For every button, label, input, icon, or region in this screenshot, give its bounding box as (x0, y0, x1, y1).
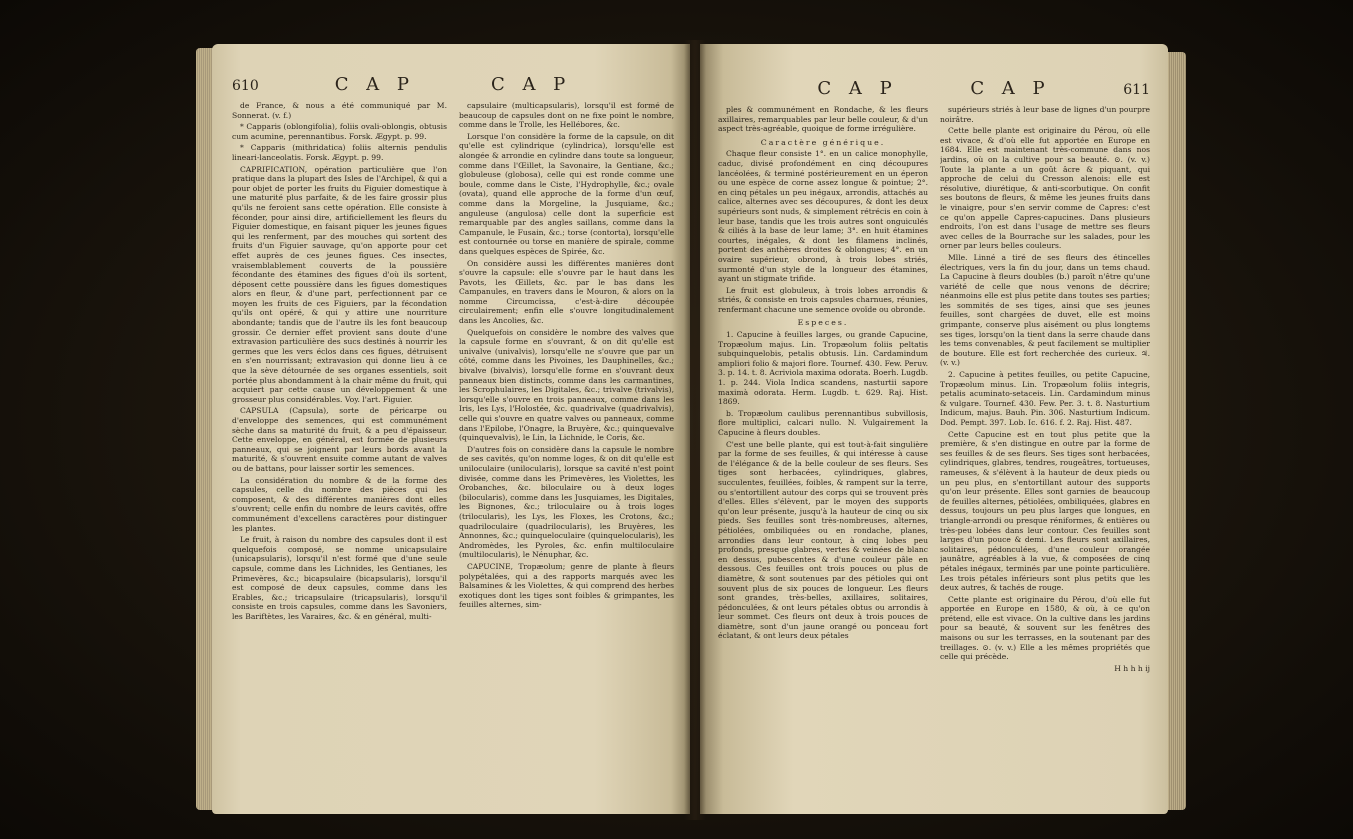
paragraph: Quelquefois on considère le nombre des valves que la capsule forme en s'ouvrant, & on dit qu'elle est univalve (univalvis), lorsqu'elle ne s'ouvre que par un côté, comme dans les Pivoines, les Dauphinelles, &c.; bivalve (bivalvis), lorsqu'elle forme en s'ouvrant deux panneaux bien distincts, comme dans les carmantines, les Scrophulaires, les Digitales, &c.; trivalve (trivalvis), lorsqu'elle s'ouvre en trois panneaux, comme dans les Iris, les Lys, l'Holostée, &c. quadrivalve (quadrivalvis), celle qui s'ouvre en quatre valves ou panneaux, comme dans l'Epilobe, l'Onagre, la Bruyère, &c.; quinquevalve (quinquevalvis), le Lin, la Lichnide, le Coris, &c. (459, 327, 674, 443)
book-gutter (684, 40, 706, 820)
paragraph: b. Tropæolum caulibus perennantibus subvillosis, flore multiplici, calcari nullo. N. Vulgairement la Capucine à fleurs doubles. (718, 408, 928, 437)
paragraph: CAPUCINE, Tropæolum; genre de plante à fleurs polypétalées, qui a des rapports marqués avec les Balsamines & les Violettes, & qui comprend des herbes exotiques dont les tiges sont foibles & grimpantes, les feuilles alternes, sim- (459, 561, 674, 610)
right-head-word-2: C A P (970, 78, 1051, 99)
paragraph: On considère aussi les différentes manières dont s'ouvre la capsule: elle s'ouvre par le haut dans les Pavots, les Œillets, &c. par le bas dans les Campanules, en travers dans le Mouron, & alors on la nomme Circumcissa, c'est-à-dire découpée circulairement; enfin elle s'ouvre longitudinalement dans les Ancolies, &c. (459, 258, 674, 326)
right-column-1 (718, 105, 928, 813)
right-page-number: 611 (1123, 82, 1150, 98)
paragraph: 2. Capucine à petites feuilles, ou petite Capucine, Tropæolum minus. Lin. Tropæolum foliis integris, petalis acuminato-setaceis. Lin. Cardamindum minus & vulgare. Tournef. 430. Few. Per. 3. t. 8. Nasturtium Indicum, majus. Bauh. Pin. 306. Nasturtium Indicum. Dod. Pempt. 397. Lob. Ic. 616. f. 2. Raj. Hist. 487. (940, 370, 1150, 427)
section-heading: Especes. (797, 318, 849, 328)
left-running-head (232, 74, 674, 95)
paragraph: Chaque fleur consiste 1°. en un calice monophylle, caduc, divisé profondément en cinq découpures lancéolées, & terminé postérieurement en un éperon ou une espèce de corne assez longue & pointue; 2°. en cinq pétales un peu inégaux, arrondis, attachés au calice, alternes avec ses découpures, & dont les deux supérieurs sont nuds, & simplement rétrécis en coin à leur base, tandis que les trois autres sont onguiculés & ciliés à la base de leur lame; 3°. en huit étamines courtes, inégales, & dont les filamens inclinés, portent des anthères droites & oblongues; 4°. en un ovaire supérieur, obrond, à trois lobes striés, surmonté d'un style de la longueur des étamines, ayant un stigmate trifide. (718, 149, 928, 284)
paragraph: Le fruit est globuleux, à trois lobes arrondis & striés, & consiste en trois capsules charnues, réunies, renfermant chacune une semence ovoïde ou obronde. (718, 285, 928, 314)
right-column-2 (940, 105, 1150, 813)
left-column-1 (232, 101, 447, 809)
left-page (212, 44, 690, 814)
paragraph: * Capparis (oblongifolia), foliis ovali-oblongis, obtusis cum acumine, perennantibus. Forsk. Ægypt. p. 99. (232, 122, 447, 141)
right-running-head (718, 78, 1150, 99)
paragraph: La considération du nombre & de la forme des capsules, celle du nombre des pièces qui les composent, & des différentes manières dont elles s'ouvrent; celle enfin du nombre de leurs cavités, offre communément d'excellens caractères pour distinguer les plantes. (232, 475, 447, 533)
paragraph: capsulaire (multicapsularis), lorsqu'il est formé de beaucoup de capsules dont on ne fixe point le nombre, comme dans le Trolle, les Hellébores, &c. (459, 101, 674, 130)
paragraph: ples & communément en Rondache, & les fleurs axillaires, remarquables par leur belle couleur, & d'un aspect très-agréable, quoique de forme irrégulière. (718, 105, 928, 134)
right-page-edges (1166, 52, 1186, 810)
left-head-word-2: C A P (490, 74, 572, 95)
signature-mark: H h h h ij (1114, 663, 1150, 673)
right-head-word-1: C A P (817, 78, 898, 99)
paragraph: D'autres fois on considère dans la capsule le nombre de ses cavités, qu'on nomme loges, & on dit qu'elle est uniloculaire (unilocularis), lorsque sa cavité n'est point divisée, comme dans les Primevères, les Violettes, les Orobanches, &c. biloculaire ou à deux loges (bilocularis), comme dans les Jusquiames, les Digitales, les Bignones, &c.; triloculaire ou à trois loges (trilocularis), les Lys, les Floxes, les Crotons, &c.; quadriloculaire (quadrilocularis), les Bruyères, les Annonnes, &c.; quinqueloculaire (quinquelocularis), les Andromèdes, les Pyroles, &c. enfin multiloculaire (multilocularis), le Nénuphar, &c. (459, 444, 674, 560)
left-column-2 (459, 101, 674, 809)
section-heading: Caractère générique. (760, 137, 886, 147)
left-page-number: 610 (232, 78, 259, 94)
paragraph: C'est une belle plante, qui est tout-à-fait singulière par la forme de ses feuilles, & qui intéresse à cause de l'élégance & de la belle couleur de ses fleurs. Ses tiges sont herbacées, cylindriques, glabres, succulentes, feuillées, foibles, & rampent sur la terre, ou s'entortillent autour des corps qui se trouvent près d'elles. Elles s'élèvent, par le moyen des supports qu'on leur présente, jusqu'à la hauteur de cinq ou six pieds. Ses feuilles sont très-nombreuses, alternes, pétiolées, ombiliquées ou en rondache, planes, arrondies dans leur contour, à cinq lobes peu profonds, presque glabres, vertes & veinées de blanc en dessus, pubescentes & d'une couleur pâle en dessous. Ces feuilles ont trois pouces ou plus de diamètre, & sont soutenues par des pétioles qui ont souvent plus de six pouces de longueur. Les fleurs sont grandes, très-belles, axillaires, solitaires, pédonculées, & ont leurs pétales obtus ou arrondis à leur sommet. Ces fleurs ont deux à trois pouces de diamètre, sont d'un jaune orangé ou ponceau fort éclatant, & ont leurs deux pétales (718, 439, 928, 641)
paragraph: Mlle. Linné a tiré de ses fleurs des étincelles électriques, vers la fin du jour, dans un tems chaud. La Capucine à fleurs doubles (b.) paroît n'être qu'une variété de celle que nous venons de décrire; néanmoins elle est plus petite dans toutes ses parties; les sommités de ses tiges, ainsi que ses jeunes feuilles, sont chargées de duvet, elle est moins grimpante, conserve plus aisément ou plus longtems ses tiges, lorsqu'on la tient dans la serre chaude dans les tems convenables, & peut facilement se multiplier de bouture. Elle est fort recherchée des curieux. ♃. (v. v.) (940, 252, 1150, 368)
paragraph: CAPSULA (Capsula), sorte de péricarpe ou d'enveloppe des semences, qui est communément sèche dans sa maturité du fruit, & a peu d'épaisseur. Cette enveloppe, en général, est formée de plusieurs panneaux, qui se joignent par leurs bords avant la maturité, & s'ouvrent ensuite comme autant de valves ou de battans, pour laisser sortir les semences. (232, 406, 447, 473)
paragraph: supérieurs striés à leur base de lignes d'un pourpre noirâtre. (940, 105, 1150, 124)
paragraph: Cette Capucine est en tout plus petite que la première, & s'en distingue en outre par la forme de ses feuilles & de ses fleurs. Ses tiges sont herbacées, cylindriques, glabres, tendres, rougeâtres, tortueuses, rameuses, & s'élèvent à la hauteur de deux pieds ou un peu plus, en s'entortillant autour des supports qu'on leur présente. Elles sont garnies de beaucoup de feuilles alternes, pétiolées, ombiliquées, glabres en dessus, toujours un peu plus larges que longues, en triangle-arrondi ou presque réniformes, & entières ou très-peu lobées dans leur contour. Ces feuilles sont larges d'un pouce & demi. Les fleurs sont axillaires, solitaires, pédonculées, d'une couleur orangée jaunâtre, agréables à la vue, & composées de cinq pétales inégaux, terminés par une pointe particulière. Les trois pétales inférieurs sont plus petits que les deux autres, & tachés de rouge. (940, 429, 1150, 593)
paragraph: * Capparis (mithridatica) foliis alternis pendulis lineari-lanceolatis. Forsk. Ægypt. p. 99. (232, 143, 447, 162)
left-head-word-1: C A P (334, 74, 416, 95)
paragraph: Cette belle plante est originaire du Pérou, où elle est vivace, & d'où elle fut apportée en Europe en 1684. Elle est maintenant très-commune dans nos jardins, où on la cultive pour sa beauté. ⊙. (v. v.) Toute la plante a un goût âcre & piquant, qui approche de celui du Cresson alenois: elle est résolutive, diurétique, & anti-scorbutique. On confit ses boutons de fleurs, & même les jeunes fruits dans le vinaigre, pour s'en servir comme de Capres: c'est ce qu'on appelle Capres-capucines. Dans plusieurs endroits, l'on est dans l'usage de mettre ses fleurs avec celles de la Bourrache sur les salades, pour les orner par leurs belles couleurs. (940, 126, 1150, 251)
paragraph: 1. Capucine à feuilles larges, ou grande Capucine, Tropæolum majus. Lin. Tropæolum foliis peltatis subquinquelobis, petalis obtusis. Lin. Cardamindum ampliori folio & majori flore. Tournef. 430. Few. Peruv. 3. p. 14. t. 8. Acriviola maxima odorata. Boerh. Lugdb. 1. p. 244. Viola Indica scandens, nasturtii sapore maximà odorata. Herm. Lugdb. t. 629. Raj. Hist. 1869. (718, 330, 928, 407)
paragraph: CAPRIFICATION, opération particulière que l'on pratique dans la plupart des Isles de l'Archipel, & qui a pour objet de porter les fruits du Figuier domestique à une maturité plus parfaite, & de les faire grossir plus qu'ils ne feroient sans cette opération. Elle consiste à féconder, pour ainsi dire, artificiellement les fleurs du Figuier domestique, en faisant piquer les jeunes figues qui les renferment, par des mouches qui sortent des fruits d'un Figuier sauvage, qu'on apporte pour cet effet auprès de ces jeunes figues. Ces insectes, vraisemblablement couverts de la poussière fécondante des étamines des figues d'où ils sortent, déposent cette poussière dans les figues domestiques alors en fleur, & d'une part, perfectionnent par ce moyen les fruits de ces Figuiers, par la fécondation qu'ils ont opéré, & qui y attire une nourriture abondante; tandis que de l'autre ils les font beaucoup grossir. Ce dernier effet provient sans doute d'une extravasion particulière des sucs destinés à nourrir les germes que les vers éclos dans ces figues, détruisent en s'en nourrissant; extravasion qui donne lieu à ce que la sève détournée de ses organes essentiels, soit portée plus abondamment à la chair même du fruit, qui acquiert par cette cause un développement & une grosseur plus considérables. Voy. l'art. Figuier. (232, 164, 447, 404)
paragraph: Lorsque l'on considère la forme de la capsule, on dit qu'elle est cylindrique (cylindrica), lorsqu'elle est alongée & arrondie en cylindre dans toute sa longueur, comme dans l'Œillet, la Savonaire, la Gentiane, &c.; globuleuse (globosa), celle qui est ronde comme une boule, comme dans le Ciste, l'Hydrophylle, &c.; ovale (ovata), quand elle approche de la forme d'un œuf, comme dans la Morgeline, la Jusquiame, &c.; anguleuse (angulosa) celle dont la superficie est remarquable par des angles saillans, comme dans la Campanule, le Fusain, &c.; torse (contorta), lorsqu'elle est contournée ou torse en manière de spirale, comme dans quelques espèces de Spirée, &c. (459, 131, 674, 256)
right-page (700, 44, 1168, 814)
paragraph: de France, & nous a été communiqué par M. Sonnerat. (v. f.) (232, 101, 447, 120)
paragraph: Cette plante est originaire du Pérou, d'où elle fut apportée en Europe en 1580, & où, à ce qu'on prétend, elle est vivace. On la cultive dans les jardins pour sa beauté, & souvent sur les fenêtres des maisons ou sur les terrasses, en la soutenant par des treillages. ⊙. (v. v.) Elle a les mêmes propriétés que celle qui précède. (940, 594, 1150, 662)
paragraph: Le fruit, à raison du nombre des capsules dont il est quelquefois composé, se nomme unicapsulaire (unicapsularis), lorsqu'il n'est formé que d'une seule capsule, comme dans les Lichnides, les Gentianes, les Primevères, &c.; bicapsulaire (bicapsularis), lorsqu'il est composé de deux capsules, comme dans les Erables, &c.; tricapsulaire (tricapsularis), lorsqu'il consiste en trois capsules, comme dans les Savoniers, les Bariftètes, les Varaires, &c. & en général, multi- (232, 535, 447, 621)
